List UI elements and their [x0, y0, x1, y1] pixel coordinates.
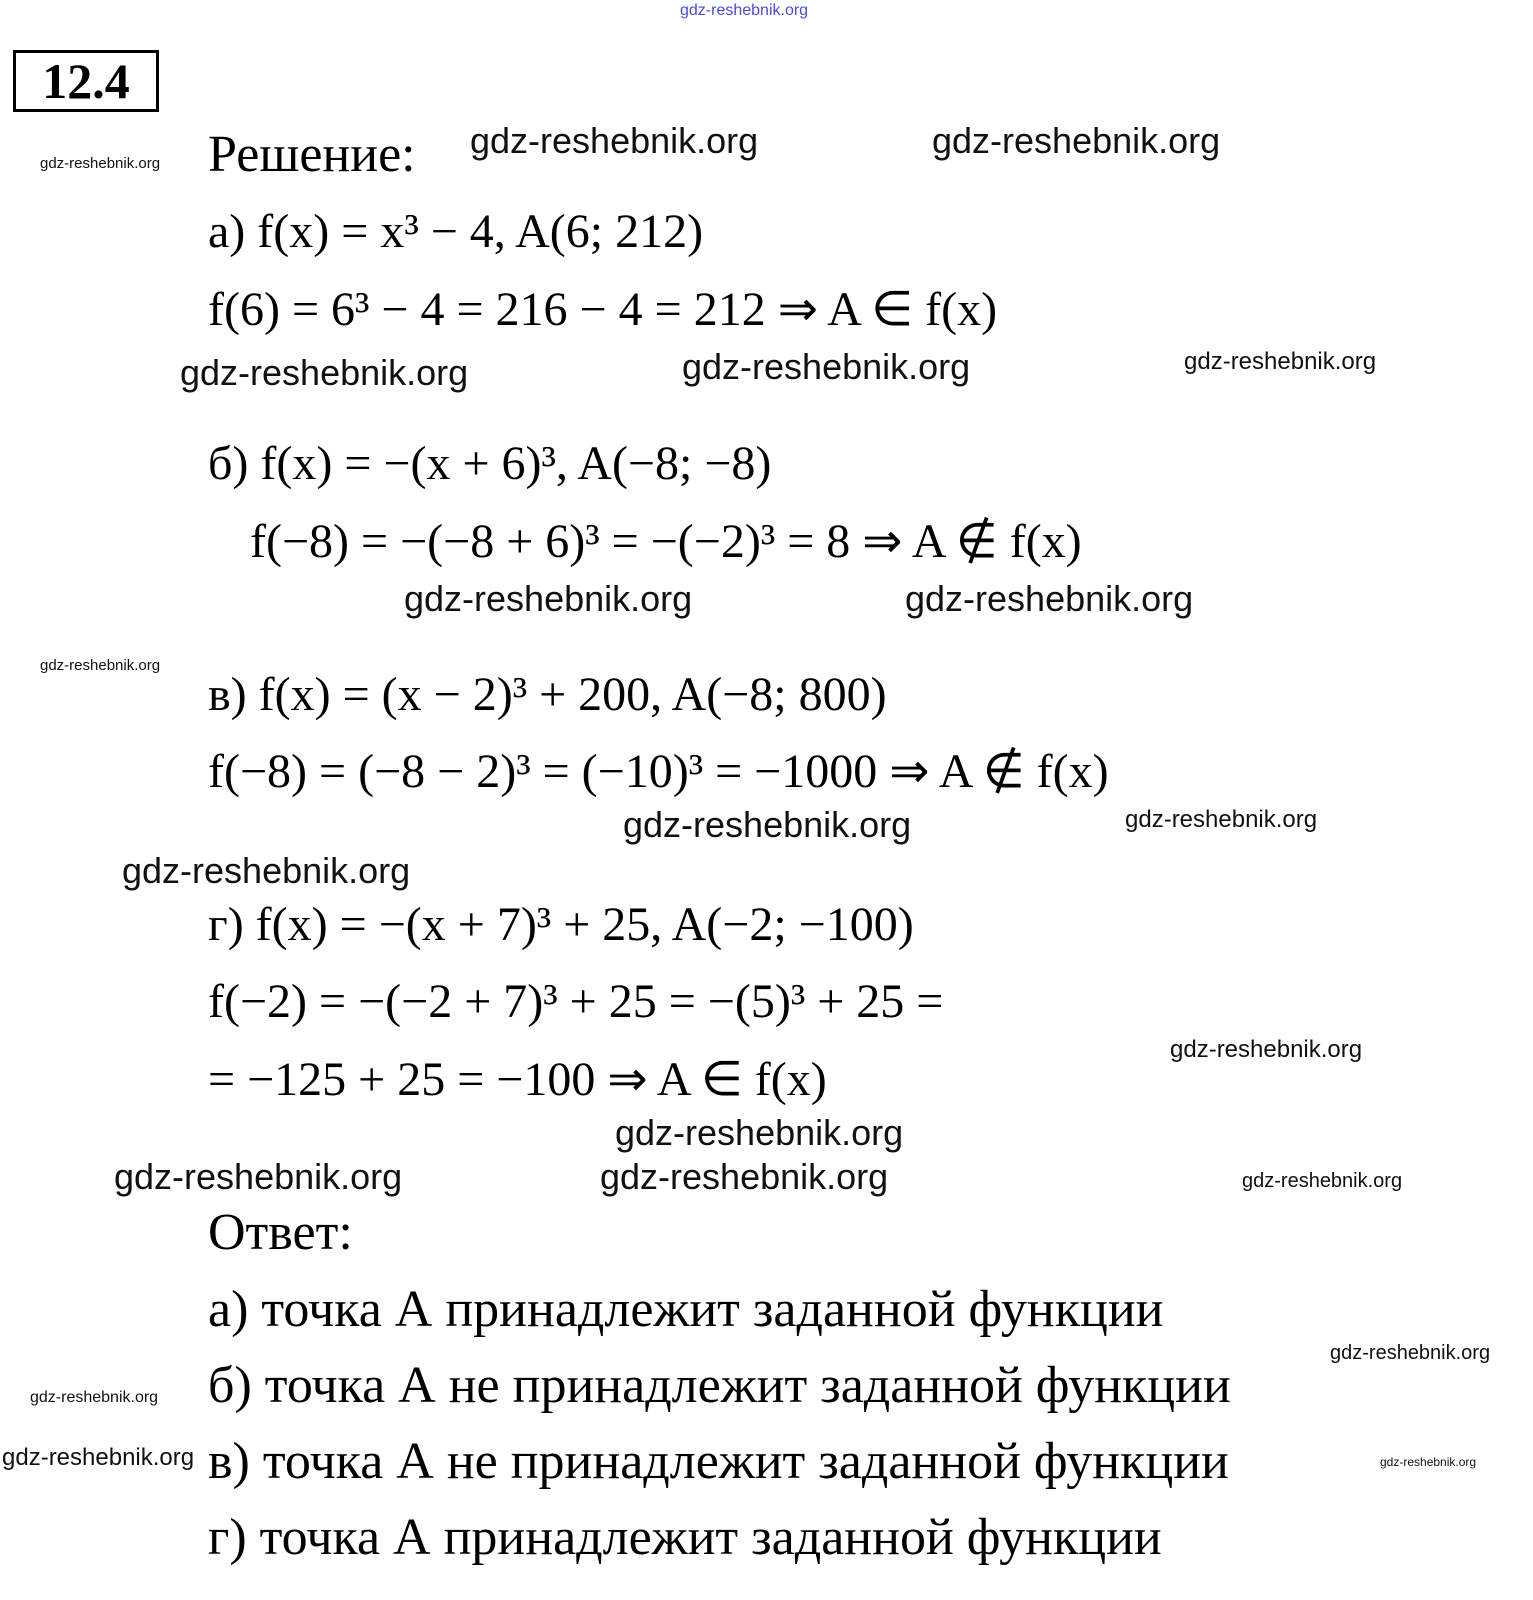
- watermark: gdz-reshebnik.org: [680, 2, 809, 19]
- watermark: gdz-reshebnik.org: [1170, 1036, 1363, 1063]
- math-line: а) f(x) = x³ − 4, A(6; 212): [208, 205, 704, 258]
- watermark: gdz-reshebnik.org: [30, 1389, 159, 1406]
- watermark: gdz-reshebnik.org: [905, 578, 1194, 619]
- answer-item: г) точка А принадлежит заданной функции: [208, 1509, 1162, 1566]
- watermark: gdz-reshebnik.org: [1380, 1455, 1477, 1469]
- watermark: gdz-reshebnik.org: [1242, 1170, 1403, 1192]
- watermark: gdz-reshebnik.org: [180, 352, 469, 393]
- math-line: = −125 + 25 = −100 ⇒ A ∈ f(x): [208, 1053, 827, 1106]
- math-line: б) f(x) = −(x + 6)³, A(−8; −8): [208, 437, 772, 490]
- watermark: gdz-reshebnik.org: [1330, 1342, 1491, 1364]
- watermark: gdz-reshebnik.org: [600, 1156, 889, 1197]
- watermark: gdz-reshebnik.org: [932, 120, 1221, 161]
- watermark: gdz-reshebnik.org: [470, 120, 759, 161]
- math-line: f(−2) = −(−2 + 7)³ + 25 = −(5)³ + 25 =: [208, 975, 944, 1028]
- watermark: gdz-reshebnik.org: [1184, 348, 1377, 375]
- math-line: г) f(x) = −(x + 7)³ + 25, A(−2; −100): [208, 898, 914, 951]
- math-line: в) f(x) = (x − 2)³ + 200, A(−8; 800): [208, 668, 887, 721]
- math-line: f(−8) = −(−8 + 6)³ = −(−2)³ = 8 ⇒ A ∉ f(x): [250, 515, 1082, 568]
- answer-label: Ответ:: [208, 1204, 353, 1261]
- watermark: gdz-reshebnik.org: [623, 804, 912, 845]
- problem-number: 12.4: [13, 50, 159, 112]
- watermark: gdz-reshebnik.org: [114, 1156, 403, 1197]
- watermark: gdz-reshebnik.org: [682, 346, 971, 387]
- watermark: gdz-reshebnik.org: [122, 850, 411, 891]
- solution-label: Решение:: [208, 126, 416, 183]
- answer-item: б) точка А не принадлежит заданной функции: [208, 1357, 1231, 1414]
- watermark: gdz-reshebnik.org: [40, 657, 161, 674]
- answer-item: а) точка А принадлежит заданной функции: [208, 1281, 1164, 1338]
- watermark: gdz-reshebnik.org: [40, 155, 161, 172]
- watermark: gdz-reshebnik.org: [2, 1444, 195, 1471]
- watermark: gdz-reshebnik.org: [615, 1112, 904, 1153]
- math-line: f(−8) = (−8 − 2)³ = (−10)³ = −1000 ⇒ A ∉ f(x): [208, 745, 1109, 798]
- math-line: f(6) = 6³ − 4 = 216 − 4 = 212 ⇒ A ∈ f(x): [208, 283, 998, 336]
- answer-item: в) точка А не принадлежит заданной функции: [208, 1433, 1229, 1490]
- watermark: gdz-reshebnik.org: [1125, 806, 1318, 833]
- watermark: gdz-reshebnik.org: [404, 578, 693, 619]
